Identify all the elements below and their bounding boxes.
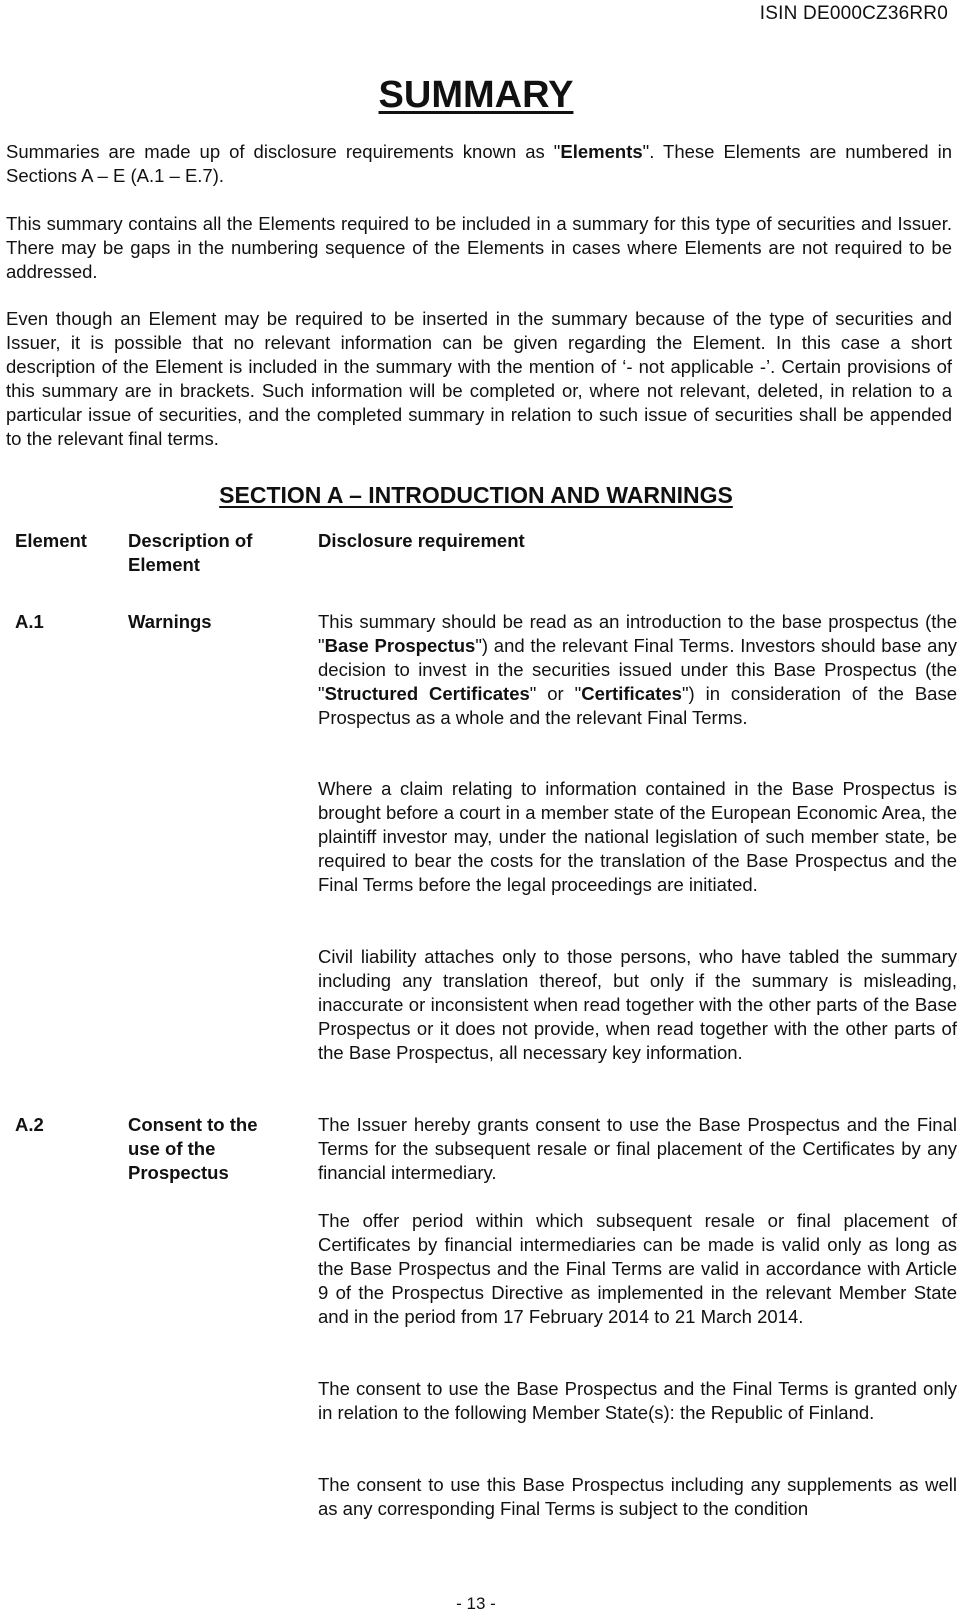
- row-a1-p1-c: ") and the relevant Final Terms. Investors should base any decision to invest in the securities issued under this Base Prospectus (the ": [318, 635, 958, 704]
- intro-p1-bold-elements: Elements: [560, 141, 643, 162]
- row-a1-p1-g: ") in consideration of the Base Prospectus as a whole and the relevant Final Terms.: [318, 683, 957, 728]
- section-a-heading: SECTION A – INTRODUCTION AND WARNINGS: [219, 482, 733, 508]
- intro-paragraph-3: Even though an Element may be required to be inserted in the summary because of the type of securities and Issuer, it is possible that no relevant information can be given regarding the Element. In this case a short description of the Element is included in the summary with the mention of ‘- not applicable -’. Certain provisions of this summary are in brackets. Such information will be completed or, where not relevant, deleted, in relation to a particular issue of securities, and the completed summary in relation to such issue of securities shall be appended to the relevant final terms.: [6, 308, 952, 449]
- row-a2-paragraph-1: The Issuer hereby grants consent to use the Base Prospectus and the Final Terms for the subsequent resale or final placement of the Certificates by any financial intermediary.: [318, 1114, 957, 1183]
- row-a2-label: Consent to the use of the Prospectus: [128, 1114, 258, 1183]
- row-a1-paragraph-2: Where a claim relating to information contained in the Base Prospectus is brought before a court in a member state of the European Economic Area, the plaintiff investor may, under the national legislation of such member state, be required to bear the costs for the translation of the Base Prospectus and the Final Terms before the legal proceedings are initiated.: [318, 778, 957, 895]
- row-a2-paragraph-2: The offer period within which subsequent resale or final placement of Certificates by financial intermediaries can be made is valid only as long as the Base Prospectus and the Final Terms are valid in accordance with Article 9 of the Prospectus Directive as implemented in the relevant Member State and in the period from 17 February 2014 to 21 March 2014.: [318, 1210, 957, 1327]
- intro-p1-text-a: Summaries are made up of disclosure requirements known as ": [6, 141, 561, 162]
- row-a1-p1-e: " or ": [529, 683, 582, 704]
- page-number: - 13 -: [456, 1594, 496, 1613]
- row-a2-paragraph-4: The consent to use this Base Prospectus including any supplements as well as any corresponding Final Terms is subject to the condition: [318, 1474, 957, 1519]
- row-a1-id: A.1: [15, 611, 44, 632]
- row-a2-id: A.2: [15, 1114, 44, 1135]
- isin-header: ISIN DE000CZ36RR0: [759, 3, 948, 24]
- row-a1-p1-certificates: Certificates: [581, 683, 682, 704]
- intro-paragraph-1: [6, 140, 952, 188]
- intro-p1-text-c: ". These Elements are numbered in Sections A – E (A.1 – E.7).: [6, 141, 952, 186]
- row-a1-p1-structured-certificates: Structured Certificates: [324, 683, 530, 704]
- column-header-description: Description of Element: [128, 530, 253, 575]
- row-a2-paragraph-3: The consent to use the Base Prospectus and the Final Terms is granted only in relation to the following Member State(s): the Republic of Finland.: [318, 1378, 957, 1423]
- row-a1-paragraph-3: Civil liability attaches only to those persons, who have tabled the summary including any translation thereof, but only if the summary is misleading, inaccurate or inconsistent when read together with the other parts of the Base Prospectus or it does not provide, when read together with the other parts of the Base Prospectus, all necessary key information.: [318, 946, 957, 1063]
- row-a1-label: Warnings: [128, 611, 212, 632]
- intro-paragraph-2: This summary contains all the Elements required to be included in a summary for this type of securities and Issuer. There may be gaps in the numbering sequence of the Elements in cases where Elements are not required to be addressed.: [6, 213, 952, 282]
- row-a1-paragraph-1: [318, 610, 957, 730]
- row-a1-p1-base-prospectus: Base Prospectus: [324, 635, 476, 656]
- column-header-disclosure: Disclosure requirement: [318, 530, 525, 551]
- page-title: SUMMARY: [378, 74, 574, 116]
- row-a1-p1-a: This summary should be read as an introduction to the base prospectus (the ": [318, 611, 957, 656]
- column-header-element: Element: [15, 530, 87, 551]
